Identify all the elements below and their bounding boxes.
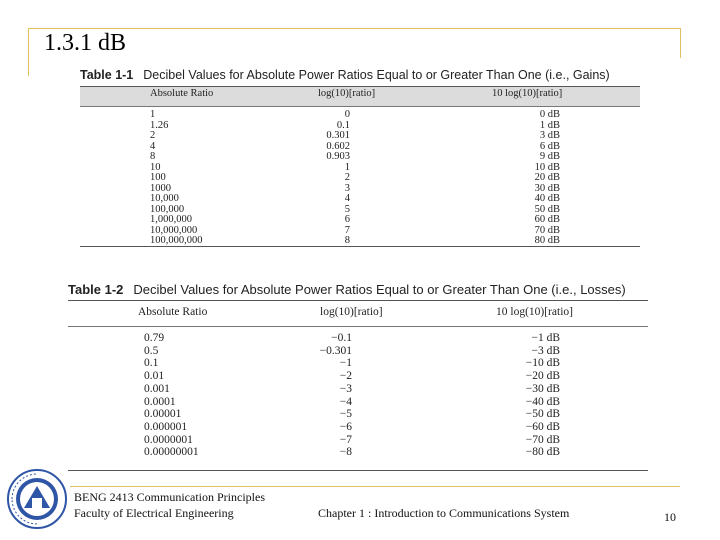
- table-caption: [80, 68, 610, 82]
- table-1-1-image: [60, 64, 672, 250]
- footer-course: BENG 2413 Communication Principles: [74, 490, 265, 504]
- table-top-rule: [68, 300, 648, 301]
- table-cell: 0.5: [144, 344, 159, 357]
- table-cell: −0.301: [319, 344, 352, 357]
- table-cell: 60 dB: [534, 214, 560, 225]
- table-cell: 10: [150, 161, 161, 173]
- table-caption-text: Decibel Values for Absolute Power Ratios Equal to or Greater Than One (i.e., Losses): [133, 282, 626, 297]
- page-number: 10: [664, 510, 676, 524]
- table-cell: 50 dB: [534, 203, 560, 215]
- table-caption-text: Decibel Values for Absolute Power Ratios Equal to or Greater Than One (i.e., Gains): [143, 68, 610, 82]
- table-cell: 4: [150, 140, 156, 152]
- table-cell: −3: [339, 382, 352, 395]
- table-bottom-rule: [80, 246, 640, 247]
- table-cell: −30 dB: [525, 382, 560, 395]
- table-cell: 5: [344, 203, 350, 215]
- table-cell: 0.1: [144, 357, 159, 370]
- table-cell: 20 dB: [534, 172, 560, 183]
- table-cell: −0.1: [331, 332, 352, 344]
- table-cell: 1,000,000: [150, 214, 192, 225]
- table-cell: −20 dB: [525, 370, 560, 383]
- table-cell: 1: [344, 161, 350, 173]
- table-cell: 100,000: [150, 203, 185, 215]
- table-cell: −40 dB: [525, 395, 560, 408]
- table-cell: 0.00000001: [144, 446, 199, 459]
- university-seal-icon: [6, 468, 68, 530]
- table-cell: 0 dB: [539, 109, 560, 120]
- footer-divider: [70, 486, 680, 487]
- table-cell: 3: [344, 182, 350, 194]
- table-cell: 1.26: [150, 119, 169, 131]
- slide-frame-right: [680, 28, 681, 58]
- footer-faculty: Faculty of Electrical Engineering: [74, 506, 234, 520]
- table-header-rule: [68, 326, 648, 327]
- table-cell: −2: [339, 370, 352, 383]
- table-cell: 100,000,000: [150, 235, 203, 246]
- table-cell: −60 dB: [525, 420, 560, 433]
- table-cell: 10,000: [150, 193, 179, 204]
- table-cell: −80 dB: [525, 446, 560, 459]
- slide-frame-left: [28, 28, 29, 76]
- table-cell: 80 dB: [534, 235, 560, 246]
- table-cell: 0.00001: [144, 408, 182, 421]
- table-cell: −8: [339, 446, 352, 459]
- table-top-rule: [80, 86, 640, 87]
- table-cell: −70 dB: [525, 433, 560, 446]
- table-cell: 3 dB: [539, 130, 560, 141]
- table-cell: 4: [344, 193, 350, 204]
- table-cell: 1: [150, 109, 156, 120]
- table-cell: −10 dB: [525, 357, 560, 370]
- column-header: log(10)[ratio]: [318, 88, 376, 99]
- table-cell: 1 dB: [539, 119, 560, 131]
- footer-chapter: Chapter 1 : Introduction to Communications System: [318, 506, 570, 520]
- table-cell: 40 dB: [534, 193, 560, 204]
- table-cell: 2: [344, 172, 350, 183]
- table-number: Table 1-2: [68, 282, 124, 297]
- table-cell: −50 dB: [525, 408, 560, 421]
- table-cell: 0.0000001: [144, 433, 193, 446]
- table-cell: 10,000,000: [150, 224, 198, 236]
- table-cell: 6 dB: [539, 140, 560, 152]
- slide-frame-top: [28, 28, 680, 29]
- table-cell: 30 dB: [534, 182, 560, 194]
- table-number: Table 1-1: [80, 68, 134, 82]
- table-cell: 0: [344, 109, 350, 120]
- column-header: Absolute Ratio: [150, 88, 214, 99]
- table-cell: −6: [339, 420, 352, 433]
- table-cell: 10 dB: [534, 161, 560, 173]
- table-cell: 2: [150, 130, 156, 141]
- table-cell: 0.0001: [144, 395, 176, 408]
- table-cell: 0.1: [336, 119, 350, 131]
- table-cell: 0.903: [326, 151, 350, 162]
- column-header: 10 log(10)[ratio]: [492, 88, 563, 99]
- table-cell: 0.01: [144, 370, 165, 383]
- table-cell: 8: [150, 151, 156, 162]
- table-cell: 0.79: [144, 332, 165, 344]
- table-cell: −5: [339, 408, 352, 421]
- table-cell: −3 dB: [531, 344, 560, 357]
- table-cell: −1: [339, 357, 352, 370]
- table-caption: [68, 282, 626, 297]
- table-cell: 8: [344, 235, 350, 246]
- table-bottom-rule: [68, 470, 648, 471]
- table-cell: 6: [344, 214, 350, 225]
- table-cell: 0.000001: [144, 420, 188, 433]
- table-cell: −4: [339, 395, 352, 408]
- table-cell: −1 dB: [531, 332, 560, 344]
- table-cell: 0.602: [326, 140, 350, 152]
- table-cell: 9 dB: [539, 151, 560, 162]
- column-header: Absolute Ratio: [138, 306, 208, 318]
- table-cell: 100: [150, 172, 166, 183]
- table-cell: 7: [344, 224, 350, 236]
- table-cell: 0.001: [144, 382, 170, 395]
- table-cell: 70 dB: [534, 224, 560, 236]
- column-header: 10 log(10)[ratio]: [496, 306, 573, 318]
- slide-title: 1.3.1 dB: [44, 30, 127, 56]
- table-header-rule: [80, 106, 640, 107]
- table-cell: 1000: [150, 182, 171, 194]
- table-cell: 0.301: [326, 130, 350, 141]
- column-header: log(10)[ratio]: [320, 306, 383, 318]
- table-1-2-image: [62, 276, 654, 474]
- table-cell: −7: [339, 433, 352, 446]
